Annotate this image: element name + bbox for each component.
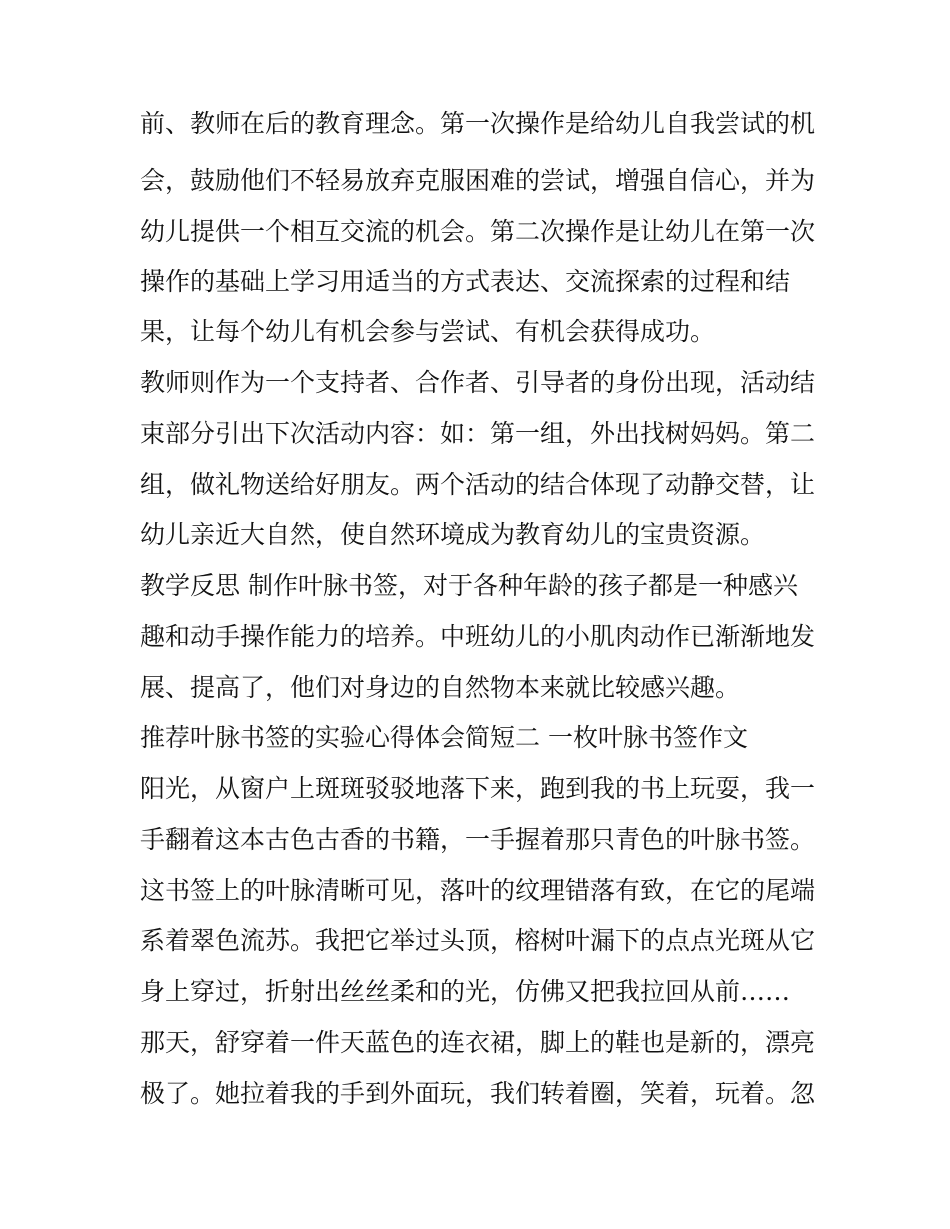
text-line: 束部分引出下次活动内容：如：第一组，外出找树妈妈。第二 xyxy=(140,419,816,448)
text-line: 果，让每个幼儿有机会参与尝试、有机会获得成功。 xyxy=(140,317,716,346)
text-line: 前、教师在后的教育理念。第一次操作是给幼儿自我尝试的机 xyxy=(140,109,816,138)
text-line: 身上穿过，折射出丝丝柔和的光，仿佛又把我拉回从前…… xyxy=(140,977,791,1006)
text-line: 幼儿提供一个相互交流的机会。第二次操作是让幼儿在第一次 xyxy=(140,217,816,246)
text-line: 系着翠色流苏。我把它举过头顶，榕树叶漏下的点点光斑从它 xyxy=(140,926,816,955)
text-line: 手翻着这本古色古香的书籍，一手握着那只青色的叶脉书签。 xyxy=(140,825,816,854)
text-line: 推荐叶脉书签的实验心得体会简短二 一枚叶脉书签作文 xyxy=(140,723,748,752)
text-line: 那天，舒穿着一件天蓝色的连衣裙，脚上的鞋也是新的，漂亮 xyxy=(140,1028,816,1057)
text-line: 幼儿亲近大自然，使自然环境成为教育幼儿的宝贵资源。 xyxy=(140,520,766,549)
text-line: 组，做礼物送给好朋友。两个活动的结合体现了动静交替，让 xyxy=(140,470,816,499)
text-line: 教师则作为一个支持者、合作者、引导者的身份出现，活动结 xyxy=(140,368,816,397)
text-line: 这书签上的叶脉清晰可见，落叶的纹理错落有致，在它的尾端 xyxy=(140,876,816,905)
text-line: 操作的基础上学习用适当的方式表达、交流探索的过程和结 xyxy=(140,267,791,296)
text-line: 展、提高了，他们对身边的自然物本来就比较感兴趣。 xyxy=(140,673,741,702)
text-line: 会，鼓励他们不轻易放弃克服困难的尝试，增强自信心，并为 xyxy=(140,166,816,195)
text-line: 趣和动手操作能力的培养。中班幼儿的小肌肉动作已渐渐地发 xyxy=(140,622,816,651)
text-line: 教学反思 制作叶脉书签，对于各种年龄的孩子都是一种感兴 xyxy=(140,571,798,600)
text-line: 阳光，从窗户上斑斑驳驳地落下来，跑到我的书上玩耍，我一 xyxy=(140,774,816,803)
text-line: 极了。她拉着我的手到外面玩，我们转着圈，笑着，玩着。忽 xyxy=(140,1079,816,1108)
